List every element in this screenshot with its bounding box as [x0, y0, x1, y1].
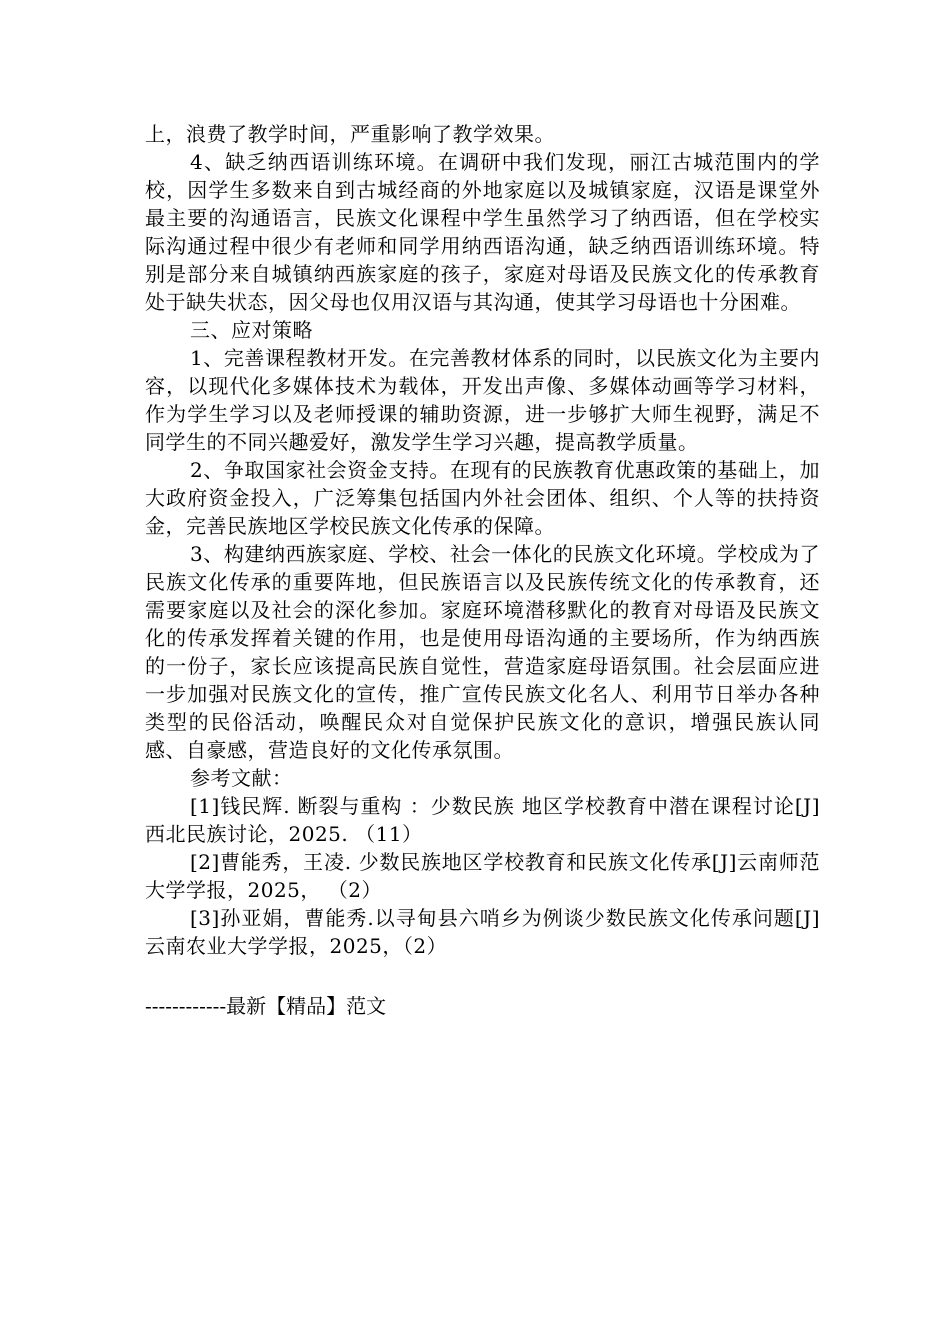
paragraph-issue-4: 4、缺乏纳西语训练环境。在调研中我们发现，丽江古城范围内的学校，因学生多数来自到古城经商的外地家庭以及城镇家庭，汉语是课堂外最主要的沟通语言，民族文化课程中学生虽然学习了纳西语，但在学校实际沟通过程中很少有老师和同学用纳西语沟通，缺乏纳西语训练环境。特别是部分来自城镇纳西族家庭的孩子，家庭对母语及民族文化的传承教育处于缺失状态，因父母也仅用汉语与其沟通，使其学习母语也十分困难。 [145, 150, 820, 314]
section-heading-strategies: 三、应对策略 [190, 318, 313, 342]
references-heading: 参考文献： [190, 766, 293, 790]
reference-item-1: [1]钱民辉. 断裂与重构 ：少数民族 地区学校教育中潜在课程讨论[J]西北民族讨论，2025. （11） [145, 794, 820, 846]
reference-item-3: [3]孙亚娟，曹能秀.以寻甸县六哨乡为例谈少数民族文化传承问题[J]云南农业大学学报，2025，（2） [145, 906, 820, 958]
paragraph-strategy-2: 2、争取国家社会资金支持。在现有的民族教育优惠政策的基础上，加大政府资金投入，广泛筹集包括国内外社会团体、组织、个人等的扶持资金，完善民族地区学校民族文化传承的保障。 [145, 458, 820, 538]
footer-tagline: ------------最新【精品】范文 [145, 994, 387, 1018]
paragraph-strategy-3: 3、构建纳西族家庭、学校、社会一体化的民族文化环境。学校成为了民族文化传承的重要阵地，但民族语言以及民族传统文化的传承教育，还需要家庭以及社会的深化参加。家庭环境潜移默化的教育对母语及民族文化的传承发挥着关键的作用，也是使用母语沟通的主要场所，作为纳西族的一份子，家长应该提高民族自觉性，营造家庭母语氛围。社会层面应进一步加强对民族文化的宣传，推广宣传民族文化名人、利用节日举办各种类型的民俗活动，唤醒民众对自觉保护民族文化的意识，增强民族认同感、自豪感，营造良好的文化传承氛围。 [145, 542, 820, 762]
reference-item-2: [2]曹能秀，王凌. 少数民族地区学校教育和民族文化传承[J]云南师范大学学报，2025， （2） [145, 850, 820, 902]
document-body [145, 120, 820, 960]
paragraph-continued: 上，浪费了教学时间，严重影响了教学效果。 [145, 122, 555, 146]
paragraph-strategy-1: 1、完善课程教材开发。在完善教材体系的同时，以民族文化为主要内容，以现代化多媒体技术为载体，开发出声像、多媒体动画等学习材料，作为学生学习以及老师授课的辅助资源，进一步够扩大师生视野，满足不同学生的不同兴趣爱好，激发学生学习兴趣，提高教学质量。 [145, 346, 820, 454]
